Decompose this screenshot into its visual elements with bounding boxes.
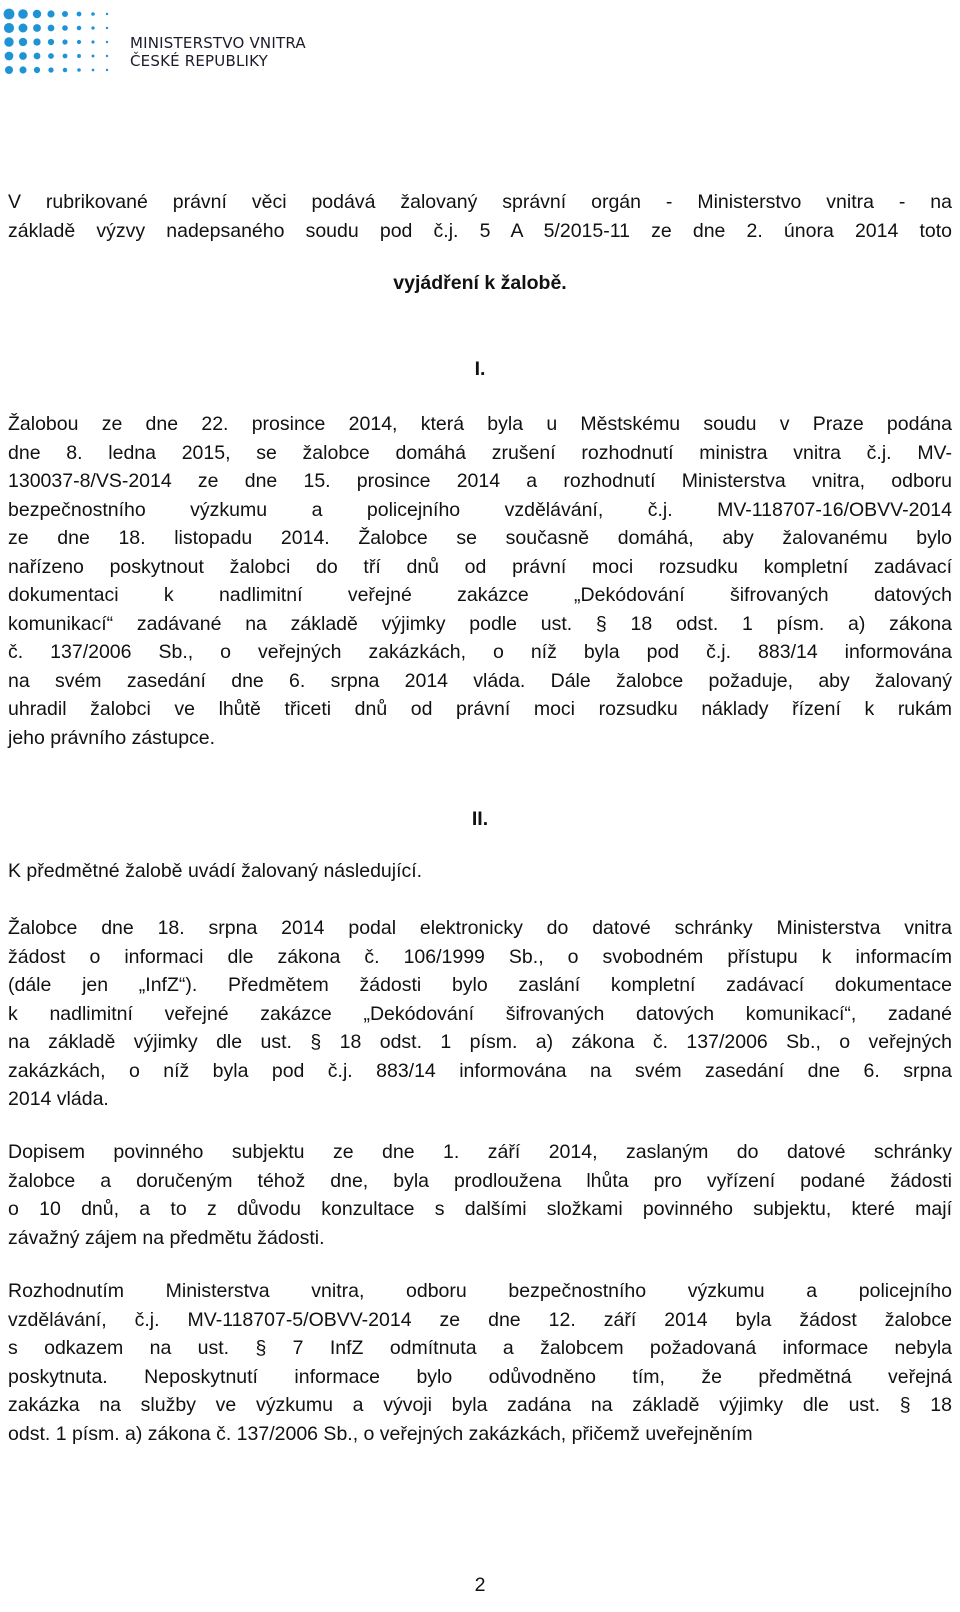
logo-dot (91, 26, 94, 29)
paragraph-line: zakázka na služby ve výzkumu a vývoji byla zadána na základě výjimky dle ust. § 18 (8, 1394, 952, 1416)
logo-dot (77, 40, 81, 44)
logo-dot (47, 10, 54, 17)
paragraph-line: nařízeno poskytnout žalobci do tří dnů od právní moci rozsudku kompletní zadávací (8, 555, 952, 578)
header (0, 0, 310, 95)
logo-dot (62, 25, 68, 31)
logo-dot (62, 39, 67, 44)
logo-dot (4, 37, 13, 46)
logo-dot (19, 24, 28, 33)
logo-line-1: MINISTERSTVO VNITRA (130, 34, 306, 52)
logo-dot (48, 53, 54, 59)
section-2-paragraph-1 (8, 914, 952, 1114)
logo-dot (106, 55, 108, 57)
logo-dot (77, 54, 81, 58)
paragraph-line: komunikací“ zadávané na základě výjimky podle ust. § 18 odst. 1 písm. a) zákona (8, 612, 952, 635)
paragraph-line: Žalobou ze dne 22. prosince 2014, která byla u Městskému soudu v Praze podána (8, 413, 952, 435)
section-numeral-2: II. (471, 808, 489, 830)
section-1-paragraph (8, 410, 952, 752)
logo-dot (5, 52, 14, 61)
paragraph-line: Dopisem povinného subjektu ze dne 1. září 2014, zaslaným do datové schránky (8, 1141, 952, 1163)
logo-dot (4, 9, 15, 20)
logo-dot (34, 67, 40, 73)
paragraph-line: závažný zájem na předmětu žádosti. (8, 1226, 325, 1249)
logo-dot (92, 69, 95, 72)
paragraph-line: Rozhodnutím Ministerstva vnitra, odboru bezpečnostního výzkumu a policejního (8, 1280, 952, 1302)
document-title: vyjádření k žalobě. (393, 272, 567, 294)
logo-dot (63, 68, 67, 72)
logo-dot (92, 55, 95, 58)
paragraph-line: na svém zasedání dne 6. srpna 2014 vláda. Dále žalobce požaduje, aby žalovaný (8, 669, 952, 692)
logo-dot (106, 69, 108, 71)
logo-dot (77, 26, 82, 31)
paragraph-line: bezpečnostního výzkumu a policejního vzdělávání, č.j. MV-118707-16/OBVV-2014 (8, 498, 952, 521)
paragraph-line: na základě výjimky dle ust. § 18 odst. 1 písm. a) zákona č. 137/2006 Sb., o veřejných (8, 1031, 952, 1053)
intro-paragraph (8, 188, 952, 245)
paragraph-line: žádost o informaci dle zákona č. 106/1999 Sb., o svobodném přístupu k informacím (8, 945, 952, 968)
logo-line-2: ČESKÉ REPUBLIKY (130, 52, 269, 70)
logo-dot (48, 67, 53, 72)
paragraph-line: žalobce a doručeným téhož dne, byla prodloužena lhůta pro vyřízení podané žádosti (8, 1169, 952, 1192)
paragraph-line: poskytnuta. Neposkytnutí informace bylo odůvodněno tím, že předmětná veřejná (8, 1365, 952, 1388)
page-number: 2 (474, 1574, 486, 1596)
logo-dot (63, 54, 68, 59)
ministry-logo-icon (2, 6, 114, 82)
paragraph-line: dne 8. ledna 2015, se žalobce domáhá zrušení rozhodnutí ministra vnitra č.j. MV- (8, 441, 952, 464)
paragraph-line: k nadlimitní veřejné zakázce „Dekódování šifrovaných datových komunikací“, zadané (8, 1002, 952, 1025)
paragraph-line: jeho právního zástupce. (8, 726, 216, 749)
section-2-paragraph-3 (8, 1277, 952, 1448)
paragraph-line: 130037-8/VS-2014 ze dne 15. prosince 2014 a rozhodnutí Ministerstva vnitra, odboru (8, 470, 952, 492)
section-numeral-1: I. (474, 358, 486, 380)
paragraph-line: ze dne 18. listopadu 2014. Žalobce se současně domáhá, aby žalovanému bylo (8, 527, 952, 549)
section-2-paragraph-2 (8, 1138, 952, 1252)
logo-dot (106, 27, 108, 29)
logo-dot (18, 9, 28, 19)
paragraph-line: uhradil žalobci ve lhůtě třiceti dnů od právní moci rozsudku náklady řízení k rukám (8, 698, 952, 720)
paragraph-line: (dále jen „InfZ“). Předmětem žádosti bylo zaslání kompletní zadávací dokumentace (8, 974, 952, 996)
logo-dot (5, 66, 13, 74)
logo-dot (106, 41, 108, 43)
section-2-lead-in: K předmětné žalobě uvádí žalovaný následující. (8, 860, 423, 882)
logo-dot (19, 52, 27, 60)
logo-dot (48, 25, 55, 32)
logo-dot (48, 39, 54, 45)
logo-dot (106, 13, 108, 15)
logo-dot (19, 38, 27, 46)
logo-text (130, 34, 306, 70)
paragraph-line: s odkazem na ust. § 7 InfZ odmítnuta a žalobcem požadovaná informace nebyla (8, 1337, 952, 1359)
paragraph-line: vzdělávání, č.j. MV-118707-5/OBVV-2014 ze dne 12. září 2014 byla žádost žalobce (8, 1308, 952, 1331)
logo-dot (77, 68, 81, 72)
logo-dot (62, 11, 68, 17)
paragraph-line: Žalobce dne 18. srpna 2014 podal elektronicky do datové schránky Ministerstva vnitra (8, 917, 952, 939)
logo-dot (91, 40, 94, 43)
paragraph-line: dokumentaci k nadlimitní veřejné zakázce „Dekódování šifrovaných datových (8, 584, 952, 606)
logo-dot (4, 23, 14, 33)
paragraph-line: o 10 dnů, a to z důvodu konzultace s dalšími složkami povinného subjektu, které mají (8, 1198, 952, 1220)
logo-dot (33, 24, 41, 32)
paragraph-line: odst. 1 písm. a) zákona č. 137/2006 Sb., o veřejných zakázkách, přičemž uveřejněním (8, 1422, 753, 1445)
paragraph-line: zakázkách, o níž byla pod č.j. 883/14 informována na svém zasedání dne 6. srpna (8, 1059, 952, 1082)
intro-line: základě výzvy nadepsaného soudu pod č.j. 5 A 5/2015-11 ze dne 2. února 2014 toto (8, 219, 952, 242)
paragraph-line: 2014 vláda. (8, 1088, 109, 1110)
intro-line: V rubrikované právní věci podává žalovaný správní orgán - Ministerstvo vnitra - na (8, 191, 952, 213)
logo-dot (77, 12, 82, 17)
logo-dot (33, 38, 40, 45)
paragraph-line: č. 137/2006 Sb., o veřejných zakázkách, o níž byla pod č.j. 883/14 informována (8, 641, 952, 663)
logo-dot (19, 66, 26, 73)
logo-dot (33, 10, 41, 18)
logo-dot (91, 12, 95, 16)
logo-dot (34, 53, 41, 60)
